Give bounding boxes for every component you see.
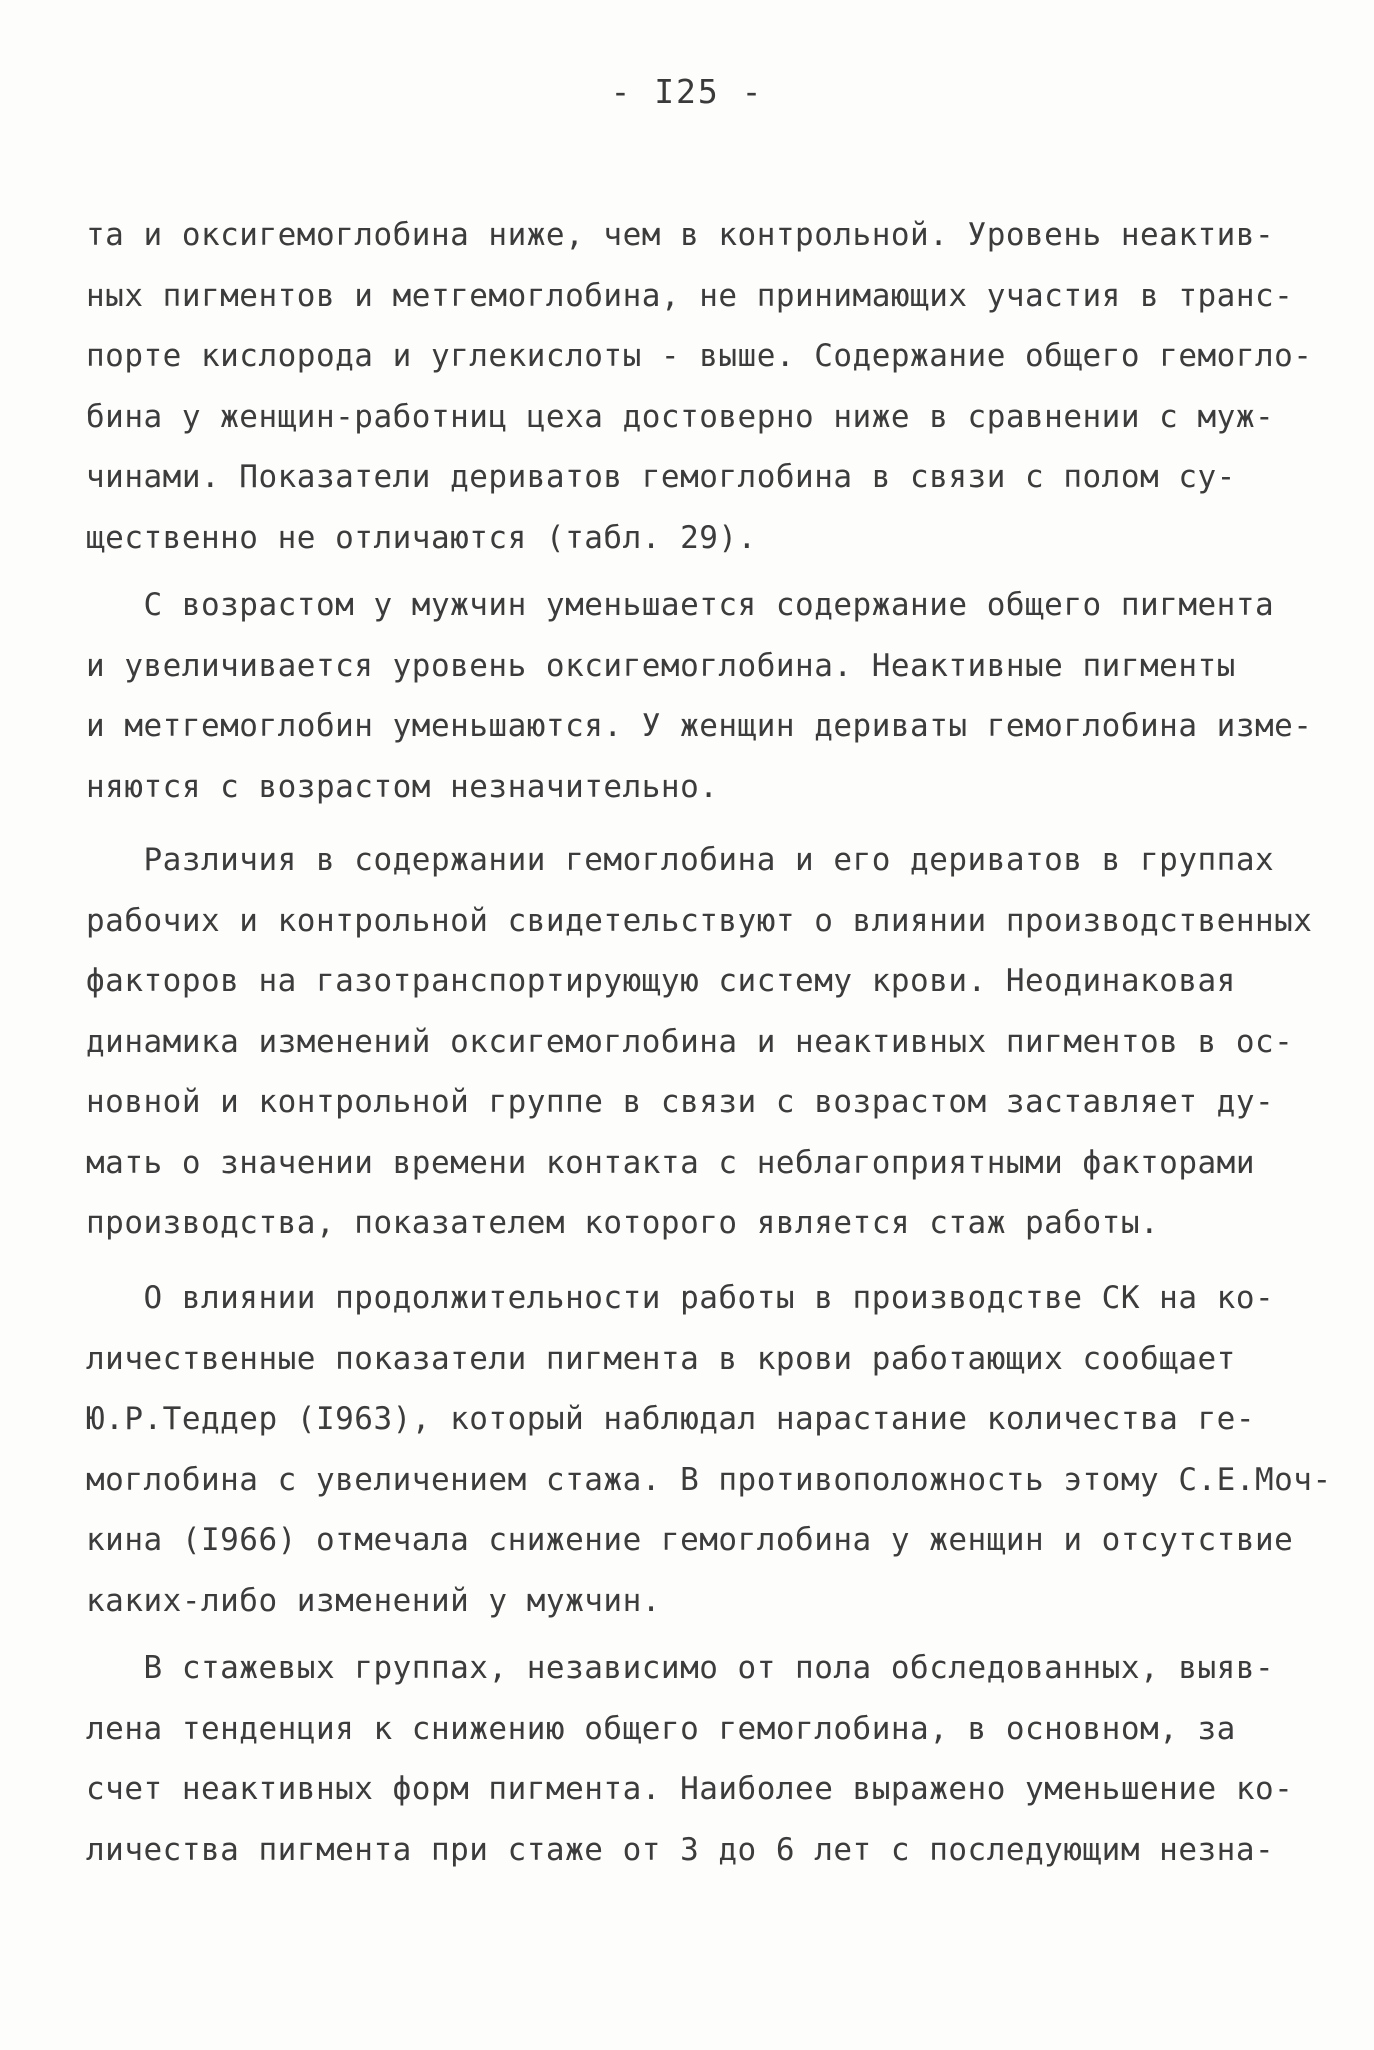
text-line: и увеличивается уровень оксигемоглобина. Неактивные пигменты [86,647,1236,684]
text-line: личественные показатели пигмента в крови работающих сообщает [86,1340,1236,1377]
text-line: бина у женщин-работниц цеха достоверно ниже в сравнении с муж- [86,398,1275,435]
text-line: няются с возрастом незначительно. [86,768,719,805]
text-line: О влиянии продолжительности работы в производстве СК на ко- [86,1280,1275,1316]
paragraph-1 [86,205,1313,568]
text-line: новной и контрольной группе в связи с возрастом заставляет ду- [86,1084,1275,1120]
text-line: и метгемоглобин уменьшаются. У женщин дериваты гемоглобина изме- [86,708,1313,744]
text-line: чинами. Показатели дериватов гемоглобина в связи с полом су- [86,459,1236,495]
paragraph-2 [86,575,1313,817]
text-line: лена тенденция к снижению общего гемоглобина, в основном, за [86,1710,1236,1747]
text-line: ных пигментов и метгемоглобина, не принимающих участия в транс- [86,277,1294,314]
paragraph-4 [86,1268,1332,1631]
text-line: рабочих и контрольной свидетельствуют о влиянии производственных [86,902,1313,939]
text-line: С возрастом у мужчин уменьшается содержание общего пигмента [86,587,1275,623]
text-line: Ю.Р.Теддер (I963), который наблюдал нарастание количества ге- [86,1401,1255,1437]
text-line: личества пигмента при стаже от 3 до 6 лет с последующим незна- [86,1831,1275,1868]
paragraph-5 [86,1638,1296,1880]
text-line: щественно не отличаются (табл. 29). [86,519,757,556]
paragraph-3 [86,830,1313,1254]
text-line: факторов на газотранспортирующую систему крови. Неодинаковая [86,963,1236,999]
text-line: та и оксигемоглобина ниже, чем в контрольной. Уровень неактив- [86,217,1275,253]
text-line: каких-либо изменений у мужчин. [86,1582,661,1619]
text-line: счет неактивных форм пигмента. Наиболее выражено уменьшение ко- [86,1771,1294,1807]
text-line: производства, показателем которого является стаж работы. [86,1205,1160,1241]
text-line: Различия в содержании гемоглобина и его дериватов в группах [86,842,1275,878]
text-line: динамика изменений оксигемоглобина и неактивных пигментов в ос- [86,1023,1294,1060]
page-number: - I25 - [610,72,764,111]
text-line: кина (I966) отмечала снижение гемоглобина у женщин и отсутствие [86,1522,1294,1558]
text-line: В стажевых группах, независимо от пола обследованных, выяв- [86,1650,1275,1686]
text-line: порте кислорода и углекислоты - выше. Содержание общего гемогло- [86,338,1313,374]
text-line: мать о значении времени контакта с неблагоприятными факторами [86,1144,1255,1181]
text-line: моглобина с увеличением стажа. В противоположность этому С.Е.Моч- [86,1461,1332,1498]
